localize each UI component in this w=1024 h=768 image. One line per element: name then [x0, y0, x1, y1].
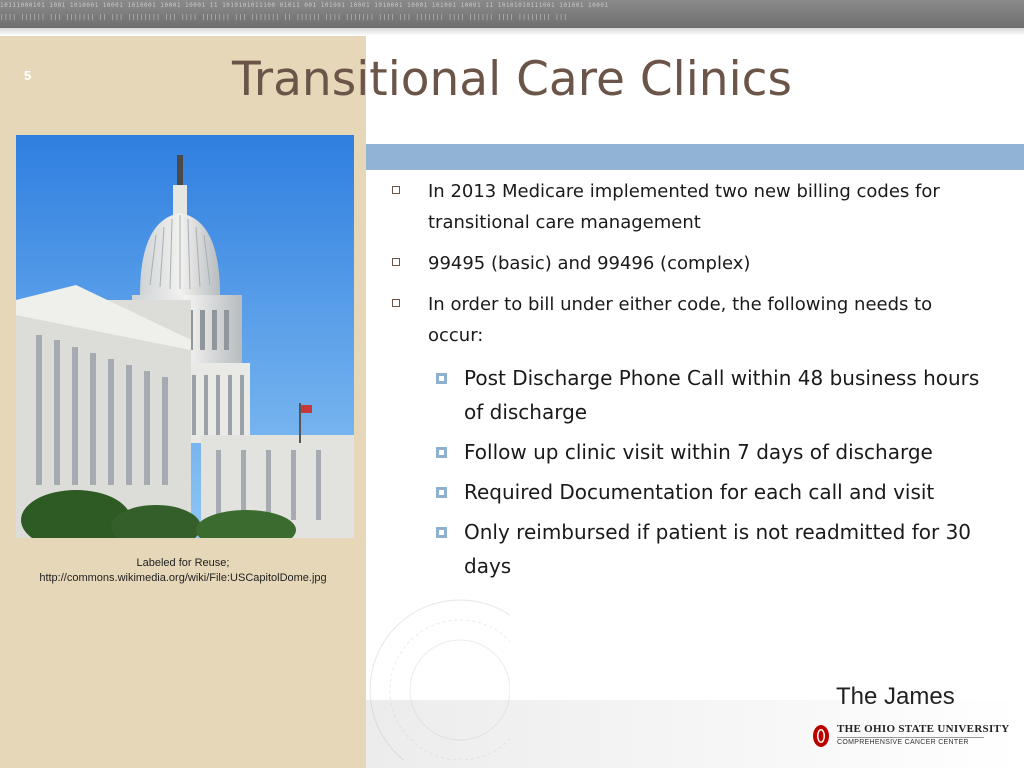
caption-line-1: Labeled for Reuse; [136, 557, 230, 569]
the-james-logo-text: The James [836, 683, 955, 710]
bullet-text: In order to bill under either code, the following needs to occur: [428, 294, 933, 346]
slide-title: Transitional Care Clinics [232, 52, 792, 107]
slide-number: 5 [24, 68, 32, 83]
banner-barcode-text: |||| |||||| ||| ||||||| || ||| |||||||| ||| |||| ||||||| ||| ||||||| || |||||| |||| ||||||| |||| ||| ||||||| |||| |||||| |||| |||||||| ||| [0, 14, 568, 21]
bullet-item [392, 248, 988, 279]
square-bullet-icon [392, 186, 400, 194]
banner-shadow [0, 28, 1024, 36]
square-bullet-icon [392, 299, 400, 307]
accent-bar [366, 144, 1024, 170]
osu-logo [812, 722, 1010, 750]
filled-square-bullet-icon [436, 447, 447, 458]
block-o-icon [812, 724, 830, 748]
sub-bullet-text: Required Documentation for each call and visit [464, 480, 935, 504]
bullet-text: 99495 (basic) and 99496 (complex) [428, 253, 751, 274]
cancer-center-name: COMPREHENSIVE CANCER CENTER [837, 739, 969, 746]
bullet-text: In 2013 Medicare implemented two new billing codes for transitional care management [428, 181, 940, 233]
square-bullet-icon [392, 258, 400, 266]
photo-caption [0, 556, 366, 586]
compass-watermark-icon [360, 560, 510, 760]
top-banner [0, 0, 1024, 28]
filled-square-bullet-icon [436, 527, 447, 538]
logo-divider [837, 737, 984, 738]
sub-bullet-item [392, 361, 992, 429]
caption-line-2: http://commons.wikimedia.org/wiki/File:USCapitolDome.jpg [39, 572, 327, 584]
sub-bullet-item [392, 475, 992, 509]
sub-bullet-text: Post Discharge Phone Call within 48 business hours of discharge [464, 366, 980, 424]
sub-bullet-text: Only reimbursed if patient is not readmitted for 30 days [464, 520, 972, 578]
filled-square-bullet-icon [436, 487, 447, 498]
banner-binary-text: 10111000101 1001 1010001 10001 1010001 10001 10001 11 1010101011100 01011 001 101001 10001 1010001 10001 101001 10001 11 10101010111001 101001 10001 [0, 2, 609, 9]
bullet-item [392, 289, 988, 351]
filled-square-bullet-icon [436, 373, 447, 384]
sub-bullet-item [392, 435, 992, 469]
us-capitol-dome-photo [16, 135, 354, 538]
bullet-list [392, 176, 992, 589]
bullet-item [392, 176, 988, 238]
sub-bullet-text: Follow up clinic visit within 7 days of discharge [464, 440, 933, 464]
university-name: THE OHIO STATE UNIVERSITY [837, 723, 1010, 735]
